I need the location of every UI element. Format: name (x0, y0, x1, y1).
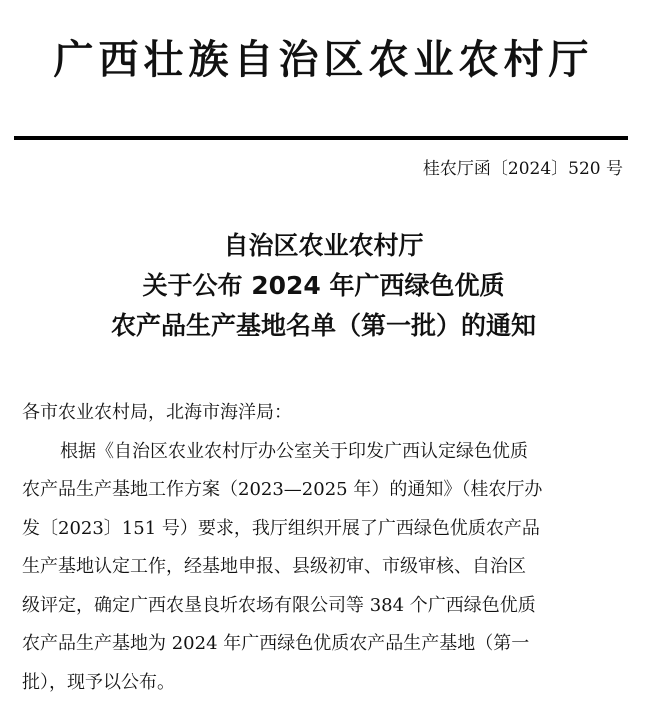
document-title (0, 226, 647, 346)
title-line-1: 自治区农业农村厅 (223, 231, 424, 260)
body-line: 农产品生产基地工作方案（2023—2025 年）的通知》（桂农厅办 (22, 479, 543, 500)
title-line-3: 农产品生产基地名单（第一批）的通知 (110, 311, 536, 340)
body-line: 生产基地认定工作，经基地申报、县级初审、市级审核、自治区 (22, 556, 526, 577)
document-number: 桂农厅函〔2024〕520 号 (422, 159, 623, 179)
body-line: 发〔2023〕151 号）要求，我厅组织开展了广西绿色优质农产品 (22, 517, 540, 539)
salutation: 各市农业农村局，北海市海洋局： (22, 402, 292, 423)
body-line: 批），现予以公布。 (22, 671, 175, 693)
body-line: 农产品生产基地为 2024 年广西绿色优质农产品生产基地（第一 (22, 633, 530, 654)
document-body (22, 394, 626, 702)
title-line-2: 关于公布 2024 年广西绿色优质 (142, 271, 505, 300)
body-line: 根据《自治区农业农村厅办公室关于印发广西认定绿色优质 (60, 440, 528, 462)
issuer-heading: 广西壮族自治区农业农村厅 (53, 37, 594, 83)
red-header-rule (14, 136, 628, 140)
body-line: 级评定，确定广西农垦良圻农场有限公司等 384 个广西绿色优质 (22, 594, 536, 616)
